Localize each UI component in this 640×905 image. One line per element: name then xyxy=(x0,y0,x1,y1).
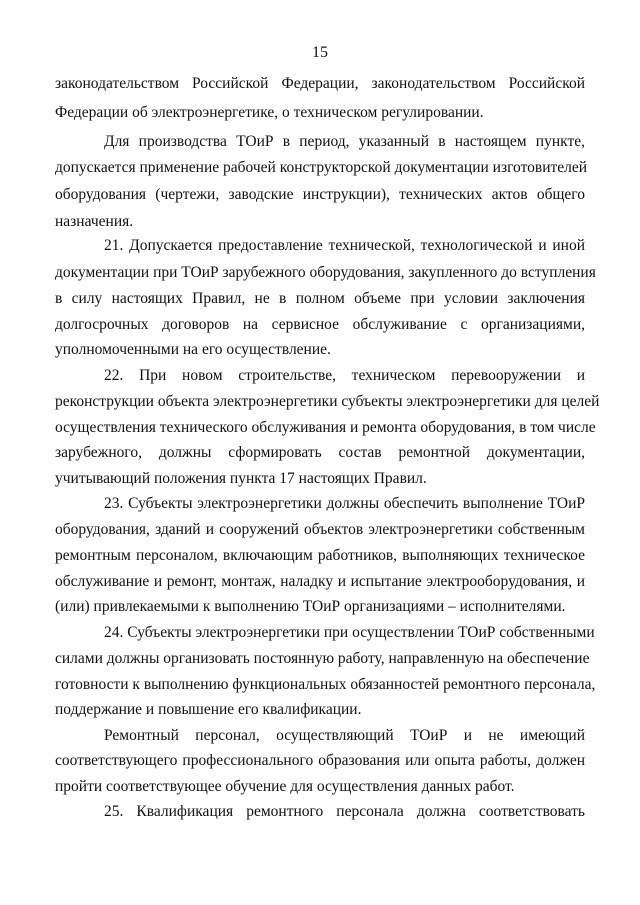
text-line: документации при ТОиР зарубежного оборудования, закупленного до вступления xyxy=(55,264,596,281)
text-line: соответствующего профессионального образования или опыта работы, должен xyxy=(55,752,585,769)
text-line: учитывающий положения пункта 17 настоящих Правил. xyxy=(55,470,427,487)
text-line: 23. Субъекты электроэнергетики должны обеспечить выполнение ТОиР xyxy=(104,495,585,512)
text-line: долгосрочных договоров на сервисное обслуживание с организациями, xyxy=(55,316,585,333)
text-line: поддержание и повышение его квалификации. xyxy=(55,701,362,718)
text-line: назначения. xyxy=(55,213,134,230)
text-line: законодательством Российской Федерации, законодательством Российской xyxy=(55,75,585,92)
text-line: осуществления технического обслуживания и ремонта оборудования, в том числе xyxy=(55,419,596,436)
text-line: готовности к выполнению функциональных обязанностей ремонтного персонала, xyxy=(55,676,596,693)
text-line: 21. Допускается предоставление технической, технологической и иной xyxy=(104,237,585,254)
text-line: в силу настоящих Правил, не в полном объеме при условии заключения xyxy=(55,290,585,307)
text-line: (или) привлекаемыми к выполнению ТОиР организациями – исполнителями. xyxy=(55,598,566,615)
text-line: Для производства ТОиР в период, указанный в настоящем пункте, xyxy=(104,133,585,150)
text-line: обслуживание и ремонт, монтаж, наладку и испытание электрооборудования, и xyxy=(55,573,585,590)
text-line: зарубежного, должны сформировать состав ремонтной документации, xyxy=(55,444,585,461)
text-line: оборудования (чертежи, заводские инструкции), технических актов общего xyxy=(55,186,585,203)
text-line: оборудования, зданий и сооружений объектов электроэнергетики собственным xyxy=(55,521,585,538)
page-number: 15 xyxy=(312,44,328,61)
text-line: допускается применение рабочей конструкторской документации изготовителей xyxy=(55,159,588,176)
text-line: 25. Квалификация ремонтного персонала должна соответствовать xyxy=(104,803,585,820)
text-line: Федерации об электроэнергетике, о техническом регулировании. xyxy=(55,104,484,121)
text-line: реконструкции объекта электроэнергетики субъекты электроэнергетики для целей xyxy=(55,393,600,410)
text-line: пройти соответствующее обучение для осуществления данных работ. xyxy=(55,778,515,795)
text-line: силами должны организовать постоянную работу, направленную на обеспечение xyxy=(55,650,590,667)
text-line: ремонтным персоналом, включающим работников, выполняющих техническое xyxy=(55,547,585,564)
text-line: 24. Субъекты электроэнергетики при осуществлении ТОиР собственными xyxy=(104,624,595,641)
text-line: Ремонтный персонал, осуществляющий ТОиР и не имеющий xyxy=(104,727,585,744)
text-line: 22. При новом строительстве, техническом перевооружении и xyxy=(104,367,585,384)
text-line: уполномоченными на его осуществление. xyxy=(55,341,331,358)
